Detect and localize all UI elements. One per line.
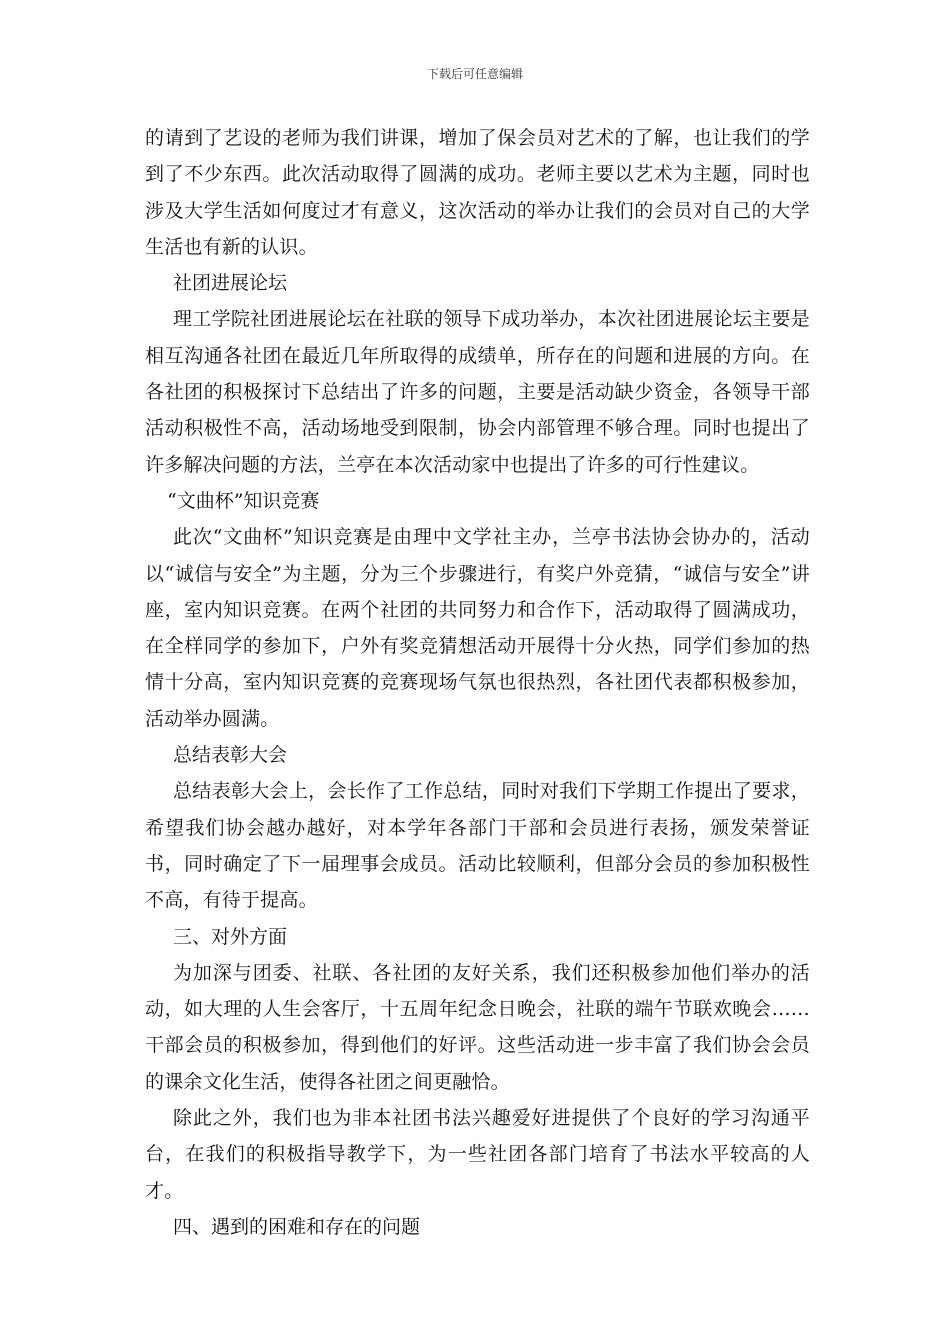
heading-awards-meeting: 总结表彰大会 (173, 744, 288, 767)
paragraph-awards-meeting: 总结表彰大会上，会长作了工作总结，同时对我们下学期工作提出了要求，希望我们协会越办越好，对本学年各部门干部和会员进行表扬，颁发荣誉证书，同时确定了下一届理事会成员。活动比较顺利，但部分会员的参加积极性不高，有待于提高。 (145, 780, 810, 912)
paragraph-knowledge-contest: 此次“文曲杯”知识竞赛是由理中文学社主办，兰亭书法协会协办的，活动以“诚信与安全”为主题，分为三个步骤进行，有奖户外竞猜，“诚信与安全”讲座，室内知识竞赛。在两个社团的共同努力和合作下，活动取得了圆满成功，在全样同学的参加下，户外有奖竞猜想活动开展得十分火热，同学们参加的热情十分高，室内知识竞赛的竞赛现场气氛也很热烈，各社团代表都积极参加，活动举办圆满。 (145, 526, 810, 730)
heading-difficulties: 四、遇到的困难和存在的问题 (173, 1215, 421, 1238)
heading-external-affairs: 三、对外方面 (173, 925, 288, 948)
paragraph-external-affairs: 为加深与团委、社联、各社团的友好关系，我们还积极参加他们举办的活动，如大理的人生会客厅，十五周年纪念日晚会，社联的端午节联欢晚会……干部会员的积极参加，得到他们的好评。这些活动进一步丰富了我们协会会员的课余文化生活，使得各社团之间更融恰。 (145, 961, 810, 1093)
document-body (145, 120, 810, 1245)
paragraph-learning-platform: 除此之外，我们也为非本社团书法兴趣爱好进提供了个良好的学习沟通平台，在我们的积极指导教学下，为一些社团各部门培育了书法水平较高的人才。 (145, 1107, 810, 1202)
heading-club-forum: 社团进展论坛 (173, 272, 288, 295)
page-header: 下载后可任意编辑 (426, 67, 523, 81)
paragraph-club-forum: 理工学院社团进展论坛在社联的领导下成功举办，本次社团进展论坛主要是相互沟通各社团在最近几年所取得的成绩单，所存在的问题和进展的方向。在各社团的积极探讨下总结出了许多的问题，主要是活动缺少资金，各领导干部活动积极性不高，活动场地受到限制，协会内部管理不够合理。同时也提出了许多解决问题的方法，兰亭在本次活动家中也提出了许多的可行性建议。 (145, 308, 810, 476)
paragraph-art-lecture: 的请到了艺设的老师为我们讲课，增加了保会员对艺术的了解，也让我们的学到了不少东西。此次活动取得了圆满的成功。老师主要以艺术为主题，同时也涉及大学生活如何度过才有意义，这次活动的举办让我们的会员对自己的大学生活也有新的认识。 (145, 127, 810, 258)
heading-knowledge-contest: “文曲杯”知识竞赛 (167, 489, 320, 512)
